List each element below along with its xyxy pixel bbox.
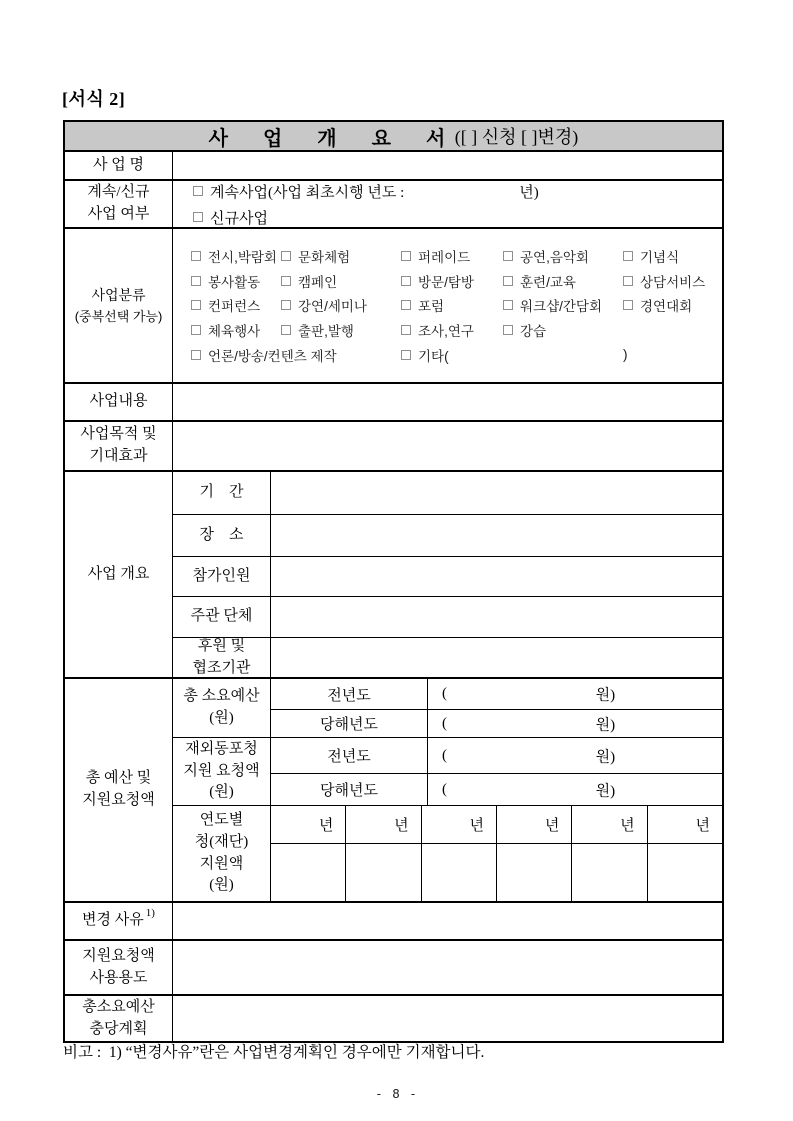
category-option-label: 훈련/교육 bbox=[520, 274, 576, 290]
total-budget-current-year-row bbox=[271, 709, 722, 737]
usage-row bbox=[65, 939, 722, 994]
agency-prev-year-row bbox=[271, 738, 722, 773]
category-checkbox[interactable] bbox=[191, 276, 201, 286]
support-label: 후원 및 협조기관 bbox=[192, 637, 251, 676]
category-checkbox[interactable] bbox=[281, 276, 291, 286]
organizer-input-cell[interactable] bbox=[270, 597, 722, 637]
category-option-label: 출판,발행 bbox=[298, 324, 354, 340]
project-content-row bbox=[65, 382, 722, 420]
category-checkbox[interactable] bbox=[401, 350, 411, 360]
category-option-label: 워크샵/간담회 bbox=[520, 299, 602, 315]
year-amount-cell[interactable] bbox=[271, 844, 345, 901]
category-option-label: 컨퍼런스 bbox=[208, 299, 261, 315]
category-checkbox[interactable] bbox=[623, 251, 633, 261]
project-name-row bbox=[65, 150, 722, 179]
category-checkbox[interactable] bbox=[623, 276, 633, 286]
category-option-label: 방문/탐방 bbox=[418, 274, 474, 290]
form-table bbox=[63, 120, 724, 1043]
category-grid-row bbox=[191, 345, 716, 364]
title-suffix: ([ ] 신청 [ ]변경) bbox=[450, 127, 579, 147]
project-content-label: 사업내용 bbox=[89, 393, 148, 410]
category-option-label: 봉사활동 bbox=[208, 274, 261, 290]
new-project-option bbox=[193, 207, 722, 228]
category-grid-row bbox=[191, 296, 716, 315]
participants-subrow bbox=[173, 556, 722, 596]
category-row bbox=[65, 227, 722, 382]
period-subrow bbox=[173, 472, 722, 514]
usage-label: 지원요청액 사용용도 bbox=[82, 947, 155, 986]
category-checkbox[interactable] bbox=[281, 300, 291, 310]
total-budget-label: 총 소요예산 (원) bbox=[183, 688, 260, 726]
continue-new-row bbox=[65, 179, 722, 227]
title-row bbox=[65, 122, 722, 150]
funding-plan-label: 총소요예산 충당계획 bbox=[82, 998, 155, 1037]
year-header-cell: 년 bbox=[421, 806, 496, 843]
new-project-label: 신규사업 bbox=[210, 210, 268, 227]
category-option-label: 체육행사 bbox=[208, 324, 261, 340]
category-option-label: 캠페인 bbox=[298, 274, 338, 290]
continuing-project-checkbox-icon[interactable] bbox=[193, 186, 203, 196]
agency-prev-amount-cell[interactable] bbox=[427, 738, 722, 773]
category-grid-row bbox=[191, 321, 716, 340]
change-reason-row bbox=[65, 901, 722, 939]
overview-subrows bbox=[172, 472, 722, 677]
organizer-subrow bbox=[173, 596, 722, 637]
category-option-label: 문화체험 bbox=[298, 250, 351, 266]
prev-year-label: 전년도 bbox=[327, 687, 371, 704]
place-input-cell[interactable] bbox=[270, 515, 722, 556]
category-checkbox[interactable] bbox=[191, 325, 201, 335]
current-year-label: 당해년도 bbox=[320, 783, 378, 799]
participants-label: 참가인원 bbox=[192, 567, 251, 584]
category-checkbox[interactable] bbox=[401, 300, 411, 310]
won-close: 원) bbox=[595, 783, 616, 799]
year-header-cell: 년 bbox=[345, 806, 420, 843]
continue-new-label: 계속/신규 사업 여부 bbox=[87, 184, 150, 222]
overview-row bbox=[65, 470, 722, 677]
organizer-label: 주관 단체 bbox=[190, 608, 253, 625]
category-option-label: 조사,연구 bbox=[418, 324, 474, 340]
category-checkbox[interactable] bbox=[401, 276, 411, 286]
form-tag: [서식 2] bbox=[62, 89, 126, 109]
won-close: 원) bbox=[595, 687, 616, 704]
year-header-cell: 년 bbox=[318, 818, 334, 834]
category-checkbox-grid bbox=[172, 229, 722, 382]
etc-close-paren: ) bbox=[623, 347, 628, 363]
purpose-input-cell[interactable] bbox=[172, 422, 722, 470]
prev-year-label: 전년도 bbox=[327, 749, 371, 765]
total-budget-prev-amount-cell[interactable] bbox=[427, 679, 722, 709]
purpose-label: 사업목적 및 기대효과 bbox=[80, 426, 157, 464]
page-number: - 8 - bbox=[375, 1086, 418, 1101]
agency-request-label: 재외동포청 지원 요청액 (원) bbox=[183, 740, 260, 801]
category-checkbox[interactable] bbox=[401, 251, 411, 261]
category-checkbox[interactable] bbox=[281, 251, 291, 261]
change-reason-input-cell[interactable] bbox=[172, 903, 722, 939]
year-amount-cell[interactable] bbox=[647, 844, 722, 901]
paren-open: ( bbox=[442, 685, 447, 702]
yearly-support-group bbox=[173, 805, 722, 901]
support-subrow bbox=[173, 637, 722, 677]
category-option-label: 공연,음악회 bbox=[520, 250, 589, 266]
overview-label: 사업 개요 bbox=[87, 565, 150, 582]
support-input-cell[interactable] bbox=[270, 638, 722, 677]
category-option-label: 강습 bbox=[520, 324, 547, 340]
footnote-ref: 1) bbox=[145, 907, 155, 920]
purpose-row bbox=[65, 420, 722, 470]
budget-row bbox=[65, 677, 722, 901]
agency-request-years bbox=[270, 738, 722, 805]
period-input-cell[interactable] bbox=[270, 472, 722, 514]
year-amount-cell[interactable] bbox=[421, 844, 496, 901]
period-label: 기 간 bbox=[199, 484, 244, 501]
year-header-cell: 년 bbox=[571, 806, 646, 843]
year-amount-row bbox=[271, 844, 722, 901]
category-checkbox[interactable] bbox=[401, 325, 411, 335]
category-option-label: 경연대회 bbox=[640, 299, 693, 315]
category-checkbox[interactable] bbox=[503, 325, 513, 335]
continue-new-options-cell bbox=[172, 181, 722, 227]
won-close: 원) bbox=[595, 749, 616, 765]
category-checkbox[interactable] bbox=[191, 300, 201, 310]
year-amount-cell[interactable] bbox=[571, 844, 646, 901]
project-name-input-cell[interactable] bbox=[172, 152, 722, 179]
agency-request-group bbox=[173, 737, 722, 805]
funding-plan-input-cell[interactable] bbox=[172, 996, 722, 1041]
continuing-project-label: 계속사업(사업 최초시행 년도 : bbox=[210, 184, 405, 201]
usage-input-cell[interactable] bbox=[172, 941, 722, 994]
total-budget-years bbox=[270, 679, 722, 737]
form-title: 사 업 개 요 서 bbox=[208, 127, 447, 150]
yearly-support-table bbox=[270, 806, 722, 901]
year-amount-cell[interactable] bbox=[496, 844, 571, 901]
category-label: 사업분류 (중복선택 가능) bbox=[74, 286, 163, 324]
category-checkbox[interactable] bbox=[503, 251, 513, 261]
footnote: 비고 : 1) “변경사유”란은 사업변경계획인 경우에만 기재합니다. bbox=[63, 1044, 485, 1061]
won-close: 원) bbox=[595, 717, 616, 733]
category-checkbox[interactable] bbox=[281, 325, 291, 335]
participants-input-cell[interactable] bbox=[270, 557, 722, 596]
new-project-checkbox-icon[interactable] bbox=[193, 212, 203, 222]
year-suffix-label: 년) bbox=[519, 184, 539, 201]
category-option-label: 상담서비스 bbox=[640, 274, 706, 290]
category-checkbox[interactable] bbox=[503, 300, 513, 310]
year-header-row bbox=[271, 806, 722, 844]
budget-label: 총 예산 및 지원요청액 bbox=[82, 770, 155, 808]
current-year-label: 당해년도 bbox=[320, 717, 378, 733]
category-checkbox[interactable] bbox=[191, 350, 201, 360]
agency-current-year-row bbox=[271, 773, 722, 805]
category-grid-row bbox=[191, 247, 716, 266]
category-checkbox[interactable] bbox=[191, 251, 201, 261]
budget-subrows bbox=[172, 679, 722, 901]
change-reason-label: 변경 사유 1) bbox=[82, 907, 155, 929]
paren-open: ( bbox=[442, 715, 447, 731]
paren-open: ( bbox=[442, 747, 447, 763]
category-option-label: 강연/세미나 bbox=[298, 299, 367, 315]
project-name-label: 사 업 명 bbox=[93, 156, 144, 173]
year-header-cell: 년 bbox=[496, 806, 571, 843]
place-subrow bbox=[173, 514, 722, 556]
year-amount-cell[interactable] bbox=[345, 844, 420, 901]
total-budget-prev-year-row bbox=[271, 679, 722, 709]
total-budget-current-amount-cell[interactable] bbox=[427, 710, 722, 737]
category-option-label: 기념식 bbox=[640, 250, 680, 266]
funding-plan-row bbox=[65, 994, 722, 1041]
category-option-label: 전시,박람회 bbox=[208, 250, 277, 266]
year-header-cell: 년 bbox=[647, 806, 722, 843]
category-option-label: 언론/방송/컨텐츠 제작 bbox=[208, 348, 337, 364]
agency-current-amount-cell[interactable] bbox=[427, 774, 722, 805]
yearly-support-label: 연도별 청(재단) 지원액 (원) bbox=[194, 812, 249, 894]
continuing-project-option bbox=[193, 181, 722, 202]
category-option-label: 퍼레이드 bbox=[418, 250, 471, 266]
place-label: 장 소 bbox=[199, 526, 244, 543]
category-option-label: 포럼 bbox=[418, 299, 445, 315]
project-content-input-cell[interactable] bbox=[172, 384, 722, 420]
category-checkbox[interactable] bbox=[503, 276, 513, 286]
category-checkbox[interactable] bbox=[623, 300, 633, 310]
paren-open: ( bbox=[442, 781, 447, 797]
total-budget-group bbox=[173, 679, 722, 737]
category-grid-row bbox=[191, 271, 716, 290]
category-option-label: 기타( bbox=[418, 348, 449, 364]
